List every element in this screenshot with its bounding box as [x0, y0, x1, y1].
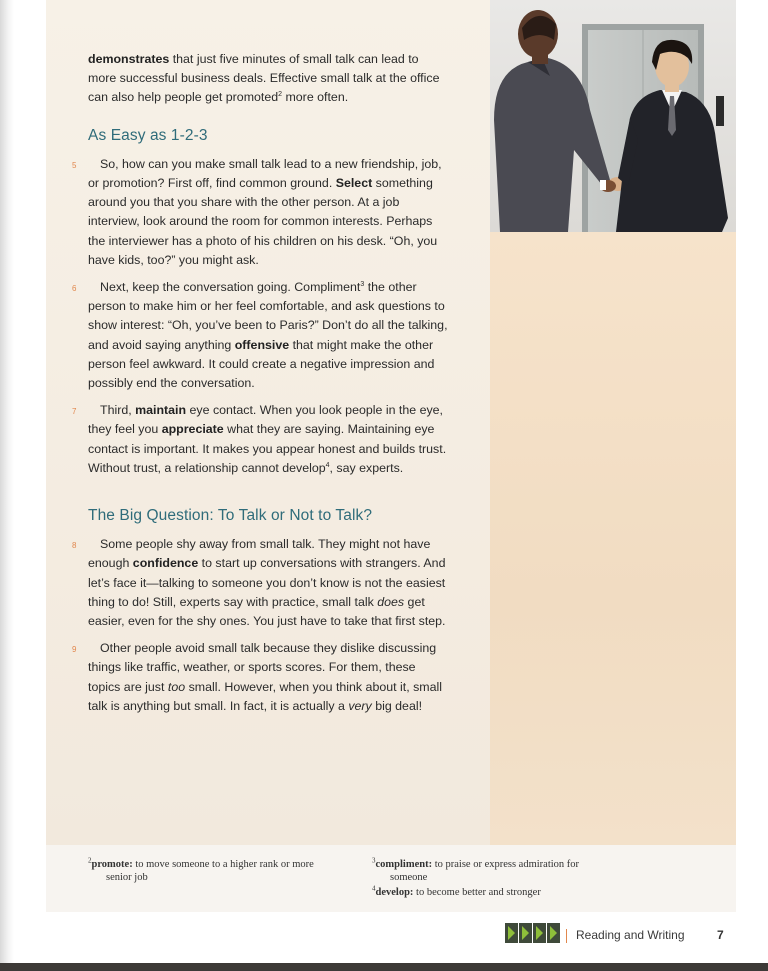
paragraph-text: that just five minutes of small talk can lead to more successful business deals. Effective small talk at the office can also help people get promoted: [88, 52, 440, 105]
paragraph-9: [72, 639, 448, 716]
paragraph-text: Next, keep the conversation going. Compliment: [100, 280, 361, 295]
paragraph-number: 7: [72, 407, 77, 417]
paragraph-text: the other person to make him or her feel comfortable, and ask questions to show interest: “Oh, you’ve been to Paris?” Don’t do all the talking, and avoid saying anything: [88, 280, 448, 352]
footnote-2: [88, 858, 358, 884]
paragraph-text: Some people shy away from small talk. They might not have enough: [88, 537, 431, 571]
vocab-word: appreciate: [161, 422, 224, 437]
arrow-icon: [547, 923, 560, 943]
footnote-3: [372, 858, 702, 884]
paragraph-7: [72, 401, 448, 478]
emphasis: does: [377, 594, 405, 609]
vocab-word: maintain: [135, 403, 187, 418]
footnote-number: 2: [88, 856, 92, 865]
paragraph-number: 8: [72, 541, 77, 551]
footnote-ref: 2: [278, 91, 283, 99]
handshake-illustration: [490, 0, 736, 232]
footnote-definition: to become better and stronger: [413, 887, 541, 898]
footer-section-name: Reading and Writing: [576, 928, 685, 942]
page-number: 7: [717, 928, 724, 942]
footnote-term: compliment:: [375, 859, 433, 870]
handshake-photo: [490, 0, 736, 232]
paragraph-text: small. However, when you think about it, small talk is anything but small. In fact, it is actually a: [88, 679, 443, 713]
footnote-number: 4: [372, 884, 376, 893]
section-arrows-icon: [505, 923, 561, 943]
paragraph-number: 9: [72, 645, 77, 655]
paragraph-text: Other people avoid small talk because they dislike discussing things like traffic, weather, or sports scores. For them, these topics are just: [88, 641, 437, 694]
paragraph-text: more often.: [282, 90, 349, 105]
emphasis: very: [348, 698, 372, 713]
arrow-icon: [505, 923, 518, 943]
paragraph-number: 6: [72, 284, 77, 294]
decorative-side-panel: [490, 232, 736, 845]
paragraph-text: eye contact. When you look people in the eye, they feel you: [88, 403, 444, 437]
footnote-definition: to move someone to a higher rank or more: [132, 859, 314, 870]
footnote-4: [372, 886, 702, 899]
paragraph-number: 5: [72, 160, 77, 170]
paragraph-text: that might make the other person feel awkward. It could create a negative impression and possibly end the conversation.: [88, 337, 435, 391]
footnote-ref: 4: [325, 461, 330, 469]
footer-divider: [566, 929, 567, 943]
section-heading: The Big Question: To Talk or Not to Talk?: [88, 507, 373, 525]
paragraph-6: [72, 278, 448, 393]
section-heading: As Easy as 1-2-3: [88, 126, 208, 144]
article-body: [72, 50, 448, 724]
paragraph-5: [72, 155, 448, 270]
arrow-icon: [533, 923, 546, 943]
vocab-word: confidence: [132, 556, 199, 571]
vocab-word: offensive: [234, 337, 290, 352]
paragraph-text: , say experts.: [329, 460, 404, 475]
paragraph-text: something around you that you share with the other person. At a job interview, look around the room for common interests. Perhaps the interviewer has a photo of his children on his desk. “Oh, you have kids, too?” you might ask.: [88, 176, 438, 267]
emphasis: too: [167, 679, 186, 694]
paragraph-text: get easier, even for the shy ones. You just have to take that first step.: [88, 594, 446, 629]
vocab-word: demonstrates: [88, 52, 170, 66]
page-bottom-edge: [0, 963, 768, 971]
paragraph-text: to start up conversations with strangers. And let’s face it—talking to someone you don’t know is not the easiest thing to do! Still, experts say with practice, small talk: [88, 556, 446, 609]
footnote-definition-cont: senior job: [106, 872, 148, 883]
footnote-ref: 3: [360, 280, 365, 288]
paragraph-text: Third,: [100, 403, 136, 418]
footnote-definition: to praise or express admiration for: [432, 859, 580, 870]
paragraph-text: big deal!: [371, 698, 423, 713]
lead-paragraph: [88, 50, 448, 108]
footnote-term: develop:: [375, 887, 414, 898]
paragraph-text: what they are saying. Maintaining eye contact is important. It makes you appear honest and builds trust. Without trust, a relationship cannot develop: [88, 422, 447, 475]
footnote-definition-cont: someone: [390, 872, 428, 883]
footnote-term: promote:: [91, 859, 133, 870]
vocab-word: Select: [335, 176, 373, 191]
arrow-icon: [519, 923, 532, 943]
paragraph-text: So, how can you make small talk lead to a new friendship, job, or promotion? First off, find common ground.: [88, 156, 442, 191]
page-binding-shadow: [0, 0, 14, 971]
footnote-number: 3: [372, 856, 376, 865]
paragraph-8: [72, 535, 448, 631]
